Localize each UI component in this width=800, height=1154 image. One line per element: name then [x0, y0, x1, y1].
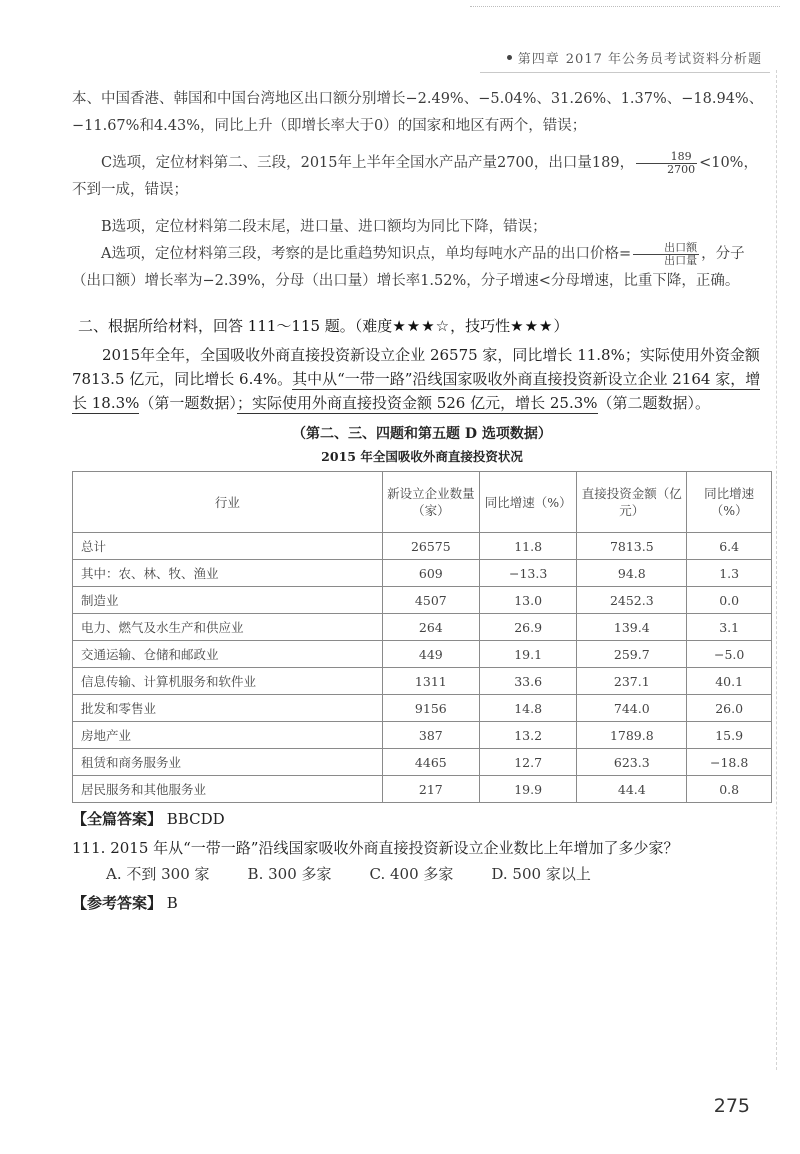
page-content: [72, 86, 772, 915]
difficulty-stars: ★★★☆: [392, 317, 451, 335]
table-row: 其中：农、林、牧、渔业 609 −13.3 94.8 1.3: [73, 560, 772, 587]
table-row: 总计 26575 11.8 7813.5 6.4: [73, 533, 772, 560]
table-row: 租赁和商务服务业 4465 12.7 623.3 −18.8: [73, 749, 772, 776]
header-title: 2017 年公务员考试资料分析题: [565, 52, 762, 67]
reference-answer-value: B: [166, 894, 178, 912]
explanation-paragraph-a: A选项，定位材料第三段，考察的是比重趋势知识点，单均每吨水产品的出口价格= $\frac{\text{出口额}}{\text{出口量}}$ ，分子（出口额）增长率为−2.39%，分母（出口量）增长率1.52%，分子增速<分母增速，比重下降，正确。: [72, 240, 745, 289]
skill-stars: ★★★: [510, 317, 554, 335]
question-text: 2015 年从“一带一路”沿线国家吸收外商直接投资新设立企业数比上年增加了多少家？: [110, 839, 679, 857]
table-row: 信息传输、计算机服务和软件业 1311 33.6 237.1 40.1: [73, 668, 772, 695]
fraction-a: $\frac{\text{出口额}}{\text{出口量}}$: [633, 242, 699, 267]
col-header-industry: 行业: [73, 472, 383, 533]
margin-rule: [776, 70, 777, 1070]
explanation-paragraph-c: C选项，定位材料第二、三段，2015年上半年全国水产品产量2700，出口量189， $\frac{189}{2700}$ <10%，不到一成，错误；: [72, 149, 758, 198]
page-number: 275: [713, 1095, 750, 1117]
option-b: B. 300 多家: [247, 865, 332, 883]
all-answers: [72, 807, 772, 831]
question-111: [72, 835, 772, 861]
option-a: A. 不到 300 家: [106, 865, 210, 883]
all-answers-label: 【全篇答案】: [72, 810, 163, 828]
fraction-c: $\frac{189}{2700}$: [636, 151, 697, 176]
section-title: 二、根据所给材料，回答 111～115 题。（难度★★★☆，技巧性★★★）: [78, 317, 569, 335]
table-row: 制造业 4507 13.0 2452.3 0.0: [73, 587, 772, 614]
table-row: 房地产业 387 13.2 1789.8 15.9: [73, 722, 772, 749]
header-chapter: 第四章: [517, 52, 560, 67]
bullet-icon: [507, 55, 512, 60]
col-header-firm-growth: 同比增速（%）: [480, 472, 577, 533]
table-title: 2015 年全国吸收外商直接投资状况: [321, 449, 523, 464]
table-caption: （第二、三、四题和第五题 D 选项数据）: [292, 426, 552, 442]
option-d: D. 500 家以上: [491, 865, 591, 883]
question-number: 111.: [72, 839, 106, 857]
option-c: C. 400 多家: [369, 865, 454, 883]
explanation-paragraph-1: 本、中国香港、韩国和中国台湾地区出口额分别增长−2.49%、−5.04%、31.26%、1.37%、−18.94%、−11.67%和4.43%，同比上升（即增长率大于0）的国家和地区有两个，错误；: [72, 91, 764, 134]
table-row: 交通运输、仓储和邮政业 449 19.1 259.7 −5.0: [73, 641, 772, 668]
col-header-investment: 直接投资金额（亿元）: [577, 472, 687, 533]
reference-answer: [72, 891, 772, 915]
explanation-paragraph-b: B选项，定位材料第二段末尾，进口量、进口额均为同比下降，错误；: [101, 219, 547, 235]
table-row: 电力、燃气及水生产和供应业 264 26.9 139.4 3.1: [73, 614, 772, 641]
table-header-row: [73, 472, 772, 533]
col-header-new-firms: 新设立企业数量（家）: [382, 472, 479, 533]
table-row: 居民服务和其他服务业 217 19.9 44.4 0.8: [73, 776, 772, 803]
answer-options: [72, 861, 772, 887]
table-row: 批发和零售业 9156 14.8 744.0 26.0: [73, 695, 772, 722]
top-decorative-rule: [470, 6, 780, 7]
reference-answer-label: 【参考答案】: [72, 894, 163, 912]
col-header-inv-growth: 同比增速（%）: [687, 472, 772, 533]
running-header: [507, 48, 762, 67]
investment-table: [72, 471, 772, 803]
material-text: 2015年全年，全国吸收外商直接投资新设立企业 26575 家，同比增长 11.8%；实际使用外资金额 7813.5 亿元，同比增长 6.4%。其中从“一带一路”沿线国家吸收外商直接投资新设立企业 2164 家，增长 18.3%（第一题数据）；实际使用外商直接投资金额 526 亿元，增长 25.3%（第二题数据）。: [72, 346, 761, 412]
header-rule: [480, 72, 770, 73]
all-answers-value: BBCDD: [166, 810, 225, 828]
